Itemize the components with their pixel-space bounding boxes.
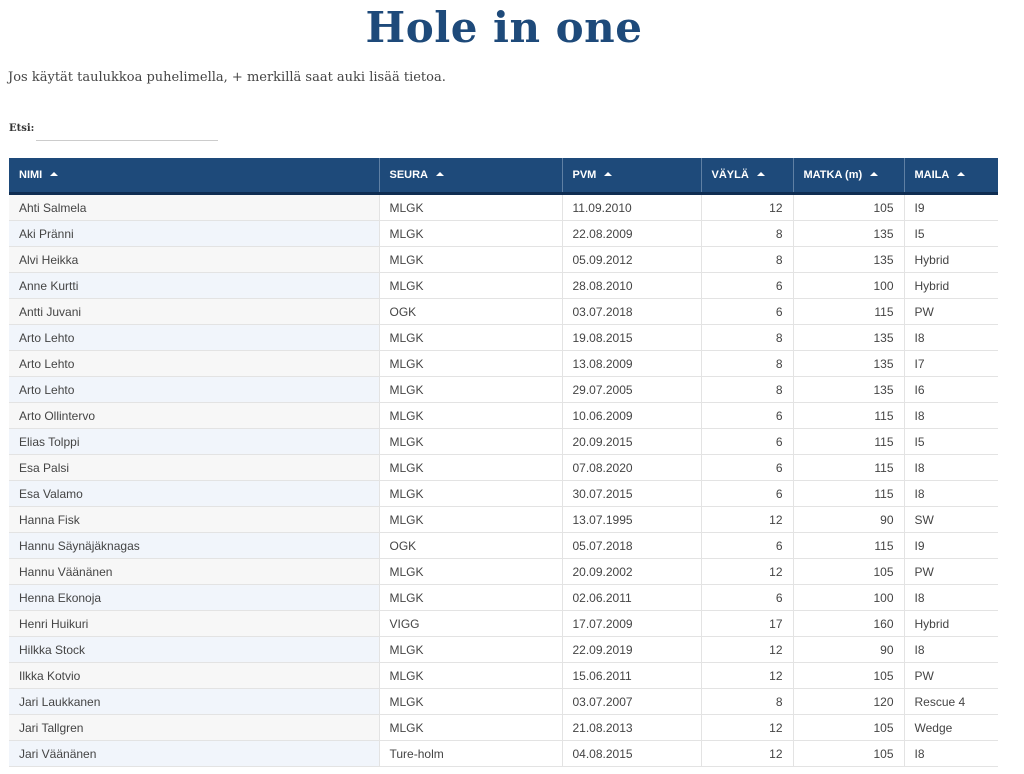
- table-row: [9, 377, 998, 403]
- cell-pvm: 04.08.2015: [562, 741, 701, 767]
- table-row: [9, 403, 998, 429]
- table-row: [9, 194, 998, 221]
- cell-nimi: Elias Tolppi: [9, 429, 379, 455]
- cell-nimi: Arto Lehto: [9, 377, 379, 403]
- sort-asc-icon: [436, 172, 444, 176]
- column-header-label: MATKA (m): [803, 169, 863, 181]
- cell-pvm: 02.06.2011: [562, 585, 701, 611]
- cell-seura: MLGK: [379, 377, 562, 403]
- search-bar: [9, 122, 218, 144]
- table-header-row: [9, 158, 998, 194]
- cell-nimi: Jari Tallgren: [9, 715, 379, 741]
- cell-seura: MLGK: [379, 507, 562, 533]
- cell-nimi: Anne Kurtti: [9, 273, 379, 299]
- cell-maila: I5: [904, 429, 998, 455]
- cell-maila: SW: [904, 507, 998, 533]
- cell-nimi: Arto Lehto: [9, 351, 379, 377]
- sort-asc-icon: [50, 172, 58, 176]
- cell-nimi: Jari Laukkanen: [9, 689, 379, 715]
- cell-vayla: 6: [701, 585, 793, 611]
- table-row: [9, 663, 998, 689]
- cell-maila: I8: [904, 741, 998, 767]
- cell-nimi: Arto Ollintervo: [9, 403, 379, 429]
- cell-matka: 90: [793, 507, 904, 533]
- sort-asc-icon: [870, 172, 878, 176]
- cell-seura: MLGK: [379, 221, 562, 247]
- cell-maila: I7: [904, 351, 998, 377]
- cell-maila: PW: [904, 663, 998, 689]
- cell-pvm: 20.09.2002: [562, 559, 701, 585]
- cell-seura: MLGK: [379, 663, 562, 689]
- cell-vayla: 6: [701, 299, 793, 325]
- cell-nimi: Hilkka Stock: [9, 637, 379, 663]
- column-header-matka[interactable]: [793, 158, 904, 194]
- cell-maila: Hybrid: [904, 273, 998, 299]
- cell-nimi: Henna Ekonoja: [9, 585, 379, 611]
- table-row: [9, 507, 998, 533]
- cell-pvm: 15.06.2011: [562, 663, 701, 689]
- cell-matka: 115: [793, 533, 904, 559]
- cell-matka: 135: [793, 377, 904, 403]
- table-row: [9, 429, 998, 455]
- cell-vayla: 6: [701, 273, 793, 299]
- cell-maila: I8: [904, 585, 998, 611]
- table-row: [9, 741, 998, 767]
- page-title: Hole in one: [365, 3, 643, 52]
- column-header-label: VÄYLÄ: [711, 169, 749, 181]
- table-row: [9, 351, 998, 377]
- cell-seura: OGK: [379, 299, 562, 325]
- table-body: [9, 194, 998, 767]
- cell-vayla: 6: [701, 403, 793, 429]
- cell-vayla: 6: [701, 429, 793, 455]
- cell-matka: 160: [793, 611, 904, 637]
- hole-in-one-table: [9, 158, 998, 767]
- cell-seura: MLGK: [379, 689, 562, 715]
- cell-maila: I8: [904, 481, 998, 507]
- cell-maila: I6: [904, 377, 998, 403]
- cell-matka: 135: [793, 351, 904, 377]
- cell-vayla: 8: [701, 247, 793, 273]
- column-header-vayla[interactable]: [701, 158, 793, 194]
- table-row: [9, 221, 998, 247]
- column-header-nimi[interactable]: [9, 158, 379, 194]
- cell-pvm: 21.08.2013: [562, 715, 701, 741]
- cell-pvm: 10.06.2009: [562, 403, 701, 429]
- cell-vayla: 12: [701, 559, 793, 585]
- cell-matka: 135: [793, 221, 904, 247]
- column-header-label: PVM: [572, 169, 597, 181]
- cell-maila: Rescue 4: [904, 689, 998, 715]
- cell-seura: MLGK: [379, 325, 562, 351]
- cell-matka: 100: [793, 585, 904, 611]
- cell-vayla: 17: [701, 611, 793, 637]
- cell-pvm: 22.09.2019: [562, 637, 701, 663]
- table-row: [9, 585, 998, 611]
- cell-nimi: Henri Huikuri: [9, 611, 379, 637]
- cell-vayla: 12: [701, 194, 793, 221]
- cell-matka: 135: [793, 325, 904, 351]
- cell-maila: I8: [904, 325, 998, 351]
- sort-asc-icon: [757, 172, 765, 176]
- cell-nimi: Alvi Heikka: [9, 247, 379, 273]
- cell-matka: 115: [793, 481, 904, 507]
- cell-pvm: 03.07.2007: [562, 689, 701, 715]
- cell-matka: 135: [793, 247, 904, 273]
- cell-nimi: Hanna Fisk: [9, 507, 379, 533]
- cell-vayla: 12: [701, 507, 793, 533]
- cell-seura: MLGK: [379, 194, 562, 221]
- cell-nimi: Hannu Väänänen: [9, 559, 379, 585]
- table-row: [9, 715, 998, 741]
- cell-matka: 105: [793, 194, 904, 221]
- table-row: [9, 611, 998, 637]
- cell-seura: MLGK: [379, 455, 562, 481]
- column-header-maila[interactable]: [904, 158, 998, 194]
- cell-maila: PW: [904, 559, 998, 585]
- cell-maila: I8: [904, 455, 998, 481]
- cell-maila: I9: [904, 533, 998, 559]
- cell-vayla: 6: [701, 455, 793, 481]
- column-header-label: MAILA: [914, 169, 950, 181]
- table-row: [9, 299, 998, 325]
- cell-matka: 115: [793, 455, 904, 481]
- cell-pvm: 05.07.2018: [562, 533, 701, 559]
- cell-pvm: 13.08.2009: [562, 351, 701, 377]
- table-row: [9, 533, 998, 559]
- cell-vayla: 12: [701, 741, 793, 767]
- cell-seura: MLGK: [379, 351, 562, 377]
- cell-vayla: 6: [701, 481, 793, 507]
- cell-nimi: Jari Väänänen: [9, 741, 379, 767]
- table-row: [9, 247, 998, 273]
- column-header-label: SEURA: [389, 169, 429, 181]
- cell-nimi: Ilkka Kotvio: [9, 663, 379, 689]
- cell-nimi: Arto Lehto: [9, 325, 379, 351]
- cell-nimi: Esa Valamo: [9, 481, 379, 507]
- cell-pvm: 17.07.2009: [562, 611, 701, 637]
- cell-maila: Hybrid: [904, 611, 998, 637]
- cell-pvm: 07.08.2020: [562, 455, 701, 481]
- cell-vayla: 12: [701, 663, 793, 689]
- cell-maila: I9: [904, 194, 998, 221]
- cell-maila: Hybrid: [904, 247, 998, 273]
- cell-seura: MLGK: [379, 273, 562, 299]
- cell-matka: 105: [793, 715, 904, 741]
- cell-seura: MLGK: [379, 481, 562, 507]
- cell-maila: I8: [904, 403, 998, 429]
- cell-seura: MLGK: [379, 715, 562, 741]
- table-row: [9, 559, 998, 585]
- cell-nimi: Esa Palsi: [9, 455, 379, 481]
- cell-seura: MLGK: [379, 247, 562, 273]
- cell-seura: MLGK: [379, 403, 562, 429]
- cell-pvm: 05.09.2012: [562, 247, 701, 273]
- column-header-pvm[interactable]: [562, 158, 701, 194]
- cell-matka: 115: [793, 429, 904, 455]
- cell-vayla: 12: [701, 715, 793, 741]
- cell-seura: MLGK: [379, 559, 562, 585]
- cell-pvm: 13.07.1995: [562, 507, 701, 533]
- table-row: [9, 455, 998, 481]
- cell-pvm: 30.07.2015: [562, 481, 701, 507]
- sort-asc-icon: [957, 172, 965, 176]
- cell-pvm: 03.07.2018: [562, 299, 701, 325]
- cell-pvm: 22.08.2009: [562, 221, 701, 247]
- cell-matka: 115: [793, 403, 904, 429]
- table-row: [9, 689, 998, 715]
- cell-matka: 105: [793, 559, 904, 585]
- cell-matka: 105: [793, 663, 904, 689]
- cell-nimi: Hannu Säynäjäknagas: [9, 533, 379, 559]
- cell-maila: PW: [904, 299, 998, 325]
- intro-text: Jos käytät taulukkoa puhelimella, + merkillä saat auki lisää tietoa.: [8, 70, 446, 85]
- cell-pvm: 28.08.2010: [562, 273, 701, 299]
- column-header-seura[interactable]: [379, 158, 562, 194]
- table-row: [9, 325, 998, 351]
- cell-matka: 90: [793, 637, 904, 663]
- table-row: [9, 481, 998, 507]
- cell-pvm: 11.09.2010: [562, 194, 701, 221]
- cell-matka: 120: [793, 689, 904, 715]
- cell-nimi: Antti Juvani: [9, 299, 379, 325]
- cell-maila: I5: [904, 221, 998, 247]
- search-input[interactable]: [36, 122, 218, 141]
- cell-vayla: 6: [701, 533, 793, 559]
- cell-seura: MLGK: [379, 637, 562, 663]
- cell-vayla: 8: [701, 351, 793, 377]
- cell-pvm: 29.07.2005: [562, 377, 701, 403]
- cell-maila: I8: [904, 637, 998, 663]
- sort-asc-icon: [604, 172, 612, 176]
- table-row: [9, 637, 998, 663]
- cell-vayla: 12: [701, 637, 793, 663]
- cell-seura: MLGK: [379, 585, 562, 611]
- cell-seura: Ture-holm: [379, 741, 562, 767]
- cell-seura: OGK: [379, 533, 562, 559]
- cell-nimi: Ahti Salmela: [9, 194, 379, 221]
- cell-seura: VIGG: [379, 611, 562, 637]
- cell-maila: Wedge: [904, 715, 998, 741]
- cell-nimi: Aki Pränni: [9, 221, 379, 247]
- cell-matka: 115: [793, 299, 904, 325]
- search-label: Etsi:: [9, 123, 35, 134]
- cell-vayla: 8: [701, 689, 793, 715]
- cell-pvm: 19.08.2015: [562, 325, 701, 351]
- cell-pvm: 20.09.2015: [562, 429, 701, 455]
- cell-vayla: 8: [701, 325, 793, 351]
- cell-matka: 105: [793, 741, 904, 767]
- column-header-label: NIMI: [19, 169, 43, 181]
- cell-matka: 100: [793, 273, 904, 299]
- cell-vayla: 8: [701, 377, 793, 403]
- table-row: [9, 273, 998, 299]
- cell-seura: MLGK: [379, 429, 562, 455]
- cell-vayla: 8: [701, 221, 793, 247]
